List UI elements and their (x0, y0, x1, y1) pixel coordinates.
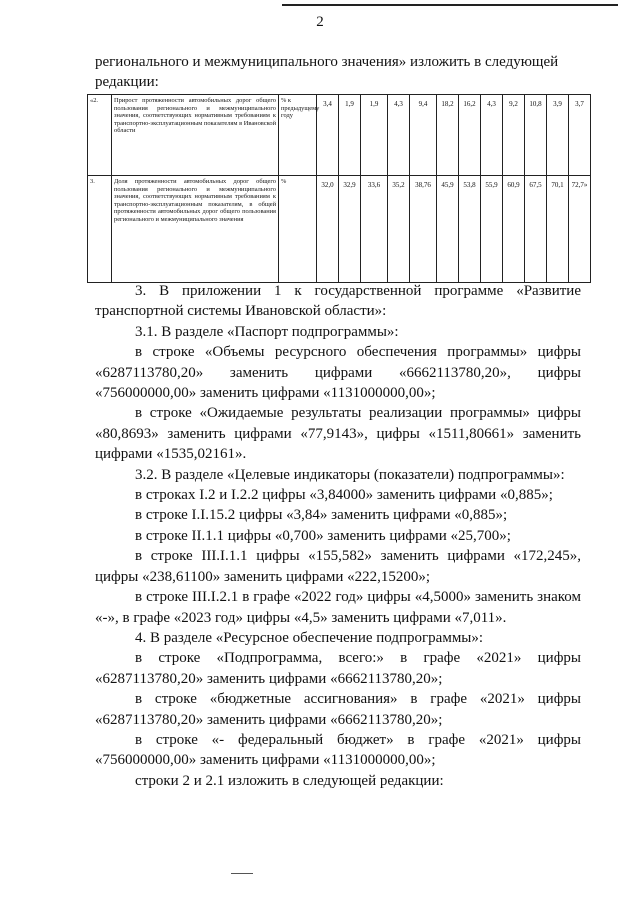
footer-mark (231, 873, 253, 874)
value-cell: 72,7» (569, 176, 591, 283)
value-cell: 3,9 (547, 95, 569, 176)
value-cell: 38,76 (410, 176, 437, 283)
table-row (88, 176, 591, 283)
paragraph: 3. В приложении 1 к государственной программе «Развитие транспортной системы Ивановской области»: (95, 283, 581, 320)
table-row (88, 95, 591, 176)
value-cell: 1,9 (339, 95, 361, 176)
paragraph: в строке III.I.2.1 в графе «2022 год» цифры «4,5000» заменить знаком «-», в графе «2023 год» цифры «4,5» заменить цифрами «7,011». (95, 589, 581, 626)
paragraph: строки 2 и 2.1 изложить в следующей редакции: (135, 772, 444, 789)
value-cell: 4,3 (481, 95, 503, 176)
paragraph: 4. В разделе «Ресурсное обеспечение подпрограммы»: (135, 629, 484, 646)
value-cell: 35,2 (388, 176, 410, 283)
value-cell: 60,9 (503, 176, 525, 283)
page-number: 2 (316, 14, 324, 30)
value-cell: 67,5 (525, 176, 547, 283)
paragraph: в строках I.2 и I.2.2 цифры «3,84000» заменить цифрами «0,885»; (135, 487, 553, 504)
intro-text: регионального и межмуниципального значения» изложить в следующей редакции: (95, 54, 559, 90)
unit-cell: % к предыдущему году (279, 95, 317, 176)
paragraph: в строке II.1.1 цифры «0,700» заменить цифрами «25,700»; (135, 527, 511, 544)
document-body (95, 281, 581, 791)
value-cell: 9,2 (503, 95, 525, 176)
value-cell: 3,7 (569, 95, 591, 176)
paragraph: в строке I.I.15.2 цифры «3,84» заменить цифрами «0,885»; (135, 507, 508, 524)
value-cell: 55,9 (481, 176, 503, 283)
paragraph: в строке «Ожидаемые результаты реализации программы» цифры «80,8693» заменить цифрами «77,9143», цифры «1511,80661» заменить цифрами «1535,02161». (95, 405, 581, 463)
value-cell: 32,0 (317, 176, 339, 283)
unit-cell: % (279, 176, 317, 283)
value-cell: 16,2 (459, 95, 481, 176)
value-cell: 53,8 (459, 176, 481, 283)
row-number: «2. (88, 95, 112, 176)
paragraph: в строке «Подпрограмма, всего:» в графе «2021» цифры «6287113780,20» заменить цифрами «6662113780,20»; (95, 650, 581, 687)
value-cell: 1,9 (361, 95, 388, 176)
row-number: 3. (88, 176, 112, 283)
value-cell: 45,9 (437, 176, 459, 283)
top-rule (282, 4, 618, 6)
value-cell: 9,4 (410, 95, 437, 176)
indicators-table (87, 94, 591, 283)
value-cell: 32,9 (339, 176, 361, 283)
value-cell: 3,4 (317, 95, 339, 176)
value-cell: 10,8 (525, 95, 547, 176)
paragraph: в строке III.I.1.1 цифры «155,582» заменить цифрами «172,245», цифры «238,61100» заменить цифрами «222,15200»; (95, 548, 581, 585)
paragraph: 3.1. В разделе «Паспорт подпрограммы»: (135, 323, 399, 340)
paragraph: 3.2. В разделе «Целевые индикаторы (показатели) подпрограммы»: (135, 466, 565, 483)
paragraph: в строке «Объемы ресурсного обеспечения программы» цифры «6287113780,20» заменить цифрами «6662113780,20», цифры «756000000,00» заменить цифрами «1131000000,00»; (95, 344, 581, 402)
indicator-name: Прирост протяженности автомобильных дорог общего пользования регионального и межмуниципального значения, соответствующих нормативным требованиям к транспортно-эксплуатационным показателям в Ивановской области (112, 95, 279, 176)
paragraph: в строке «- федеральный бюджет» в графе «2021» цифры «756000000,00» заменить цифрами «1131000000,00»; (95, 731, 581, 769)
value-cell: 33,6 (361, 176, 388, 283)
paragraph: в строке «бюджетные ассигнования» в графе «2021» цифры «6287113780,20» заменить цифрами «6662113780,20»; (95, 691, 581, 728)
indicator-name: Доля протяженности автомобильных дорог общего пользования регионального и межмуниципального значения, соответствующих нормативным требованиям к транспортно-эксплуатационным показателям, в общей протяженности автомобильных дорог общего пользования регионального и межмуниципального значения (112, 176, 279, 283)
value-cell: 70,1 (547, 176, 569, 283)
value-cell: 18,2 (437, 95, 459, 176)
value-cell: 4,3 (388, 95, 410, 176)
